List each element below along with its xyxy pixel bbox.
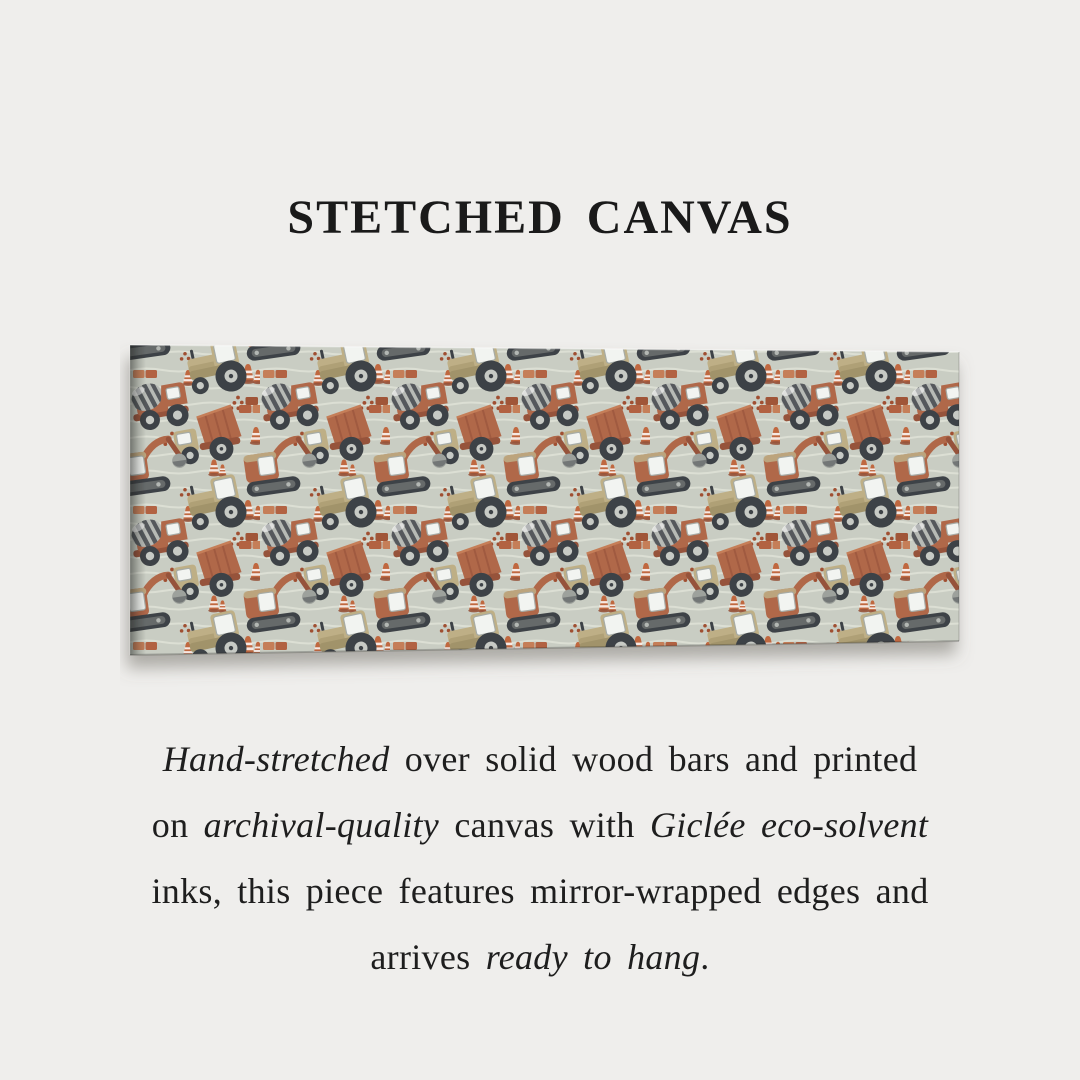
description-line: on archival-quality canvas with Giclée eco-solvent: [151, 805, 929, 845]
product-description: [0, 726, 1080, 990]
canvas-mockup-svg: [120, 340, 1000, 700]
description-line: inks, this piece features mirror-wrapped edges and: [151, 871, 929, 911]
canvas-face: [130, 345, 959, 655]
page-title: STETCHED CANVAS: [287, 191, 793, 244]
canvas-shadow-group: [130, 345, 959, 655]
description-line: arrives ready to hang.: [370, 937, 710, 977]
canvas-mockup: [120, 340, 1000, 700]
canvas-left-edge-shade: [130, 345, 146, 655]
description-line: Hand-stretched over solid wood bars and printed: [162, 739, 918, 779]
